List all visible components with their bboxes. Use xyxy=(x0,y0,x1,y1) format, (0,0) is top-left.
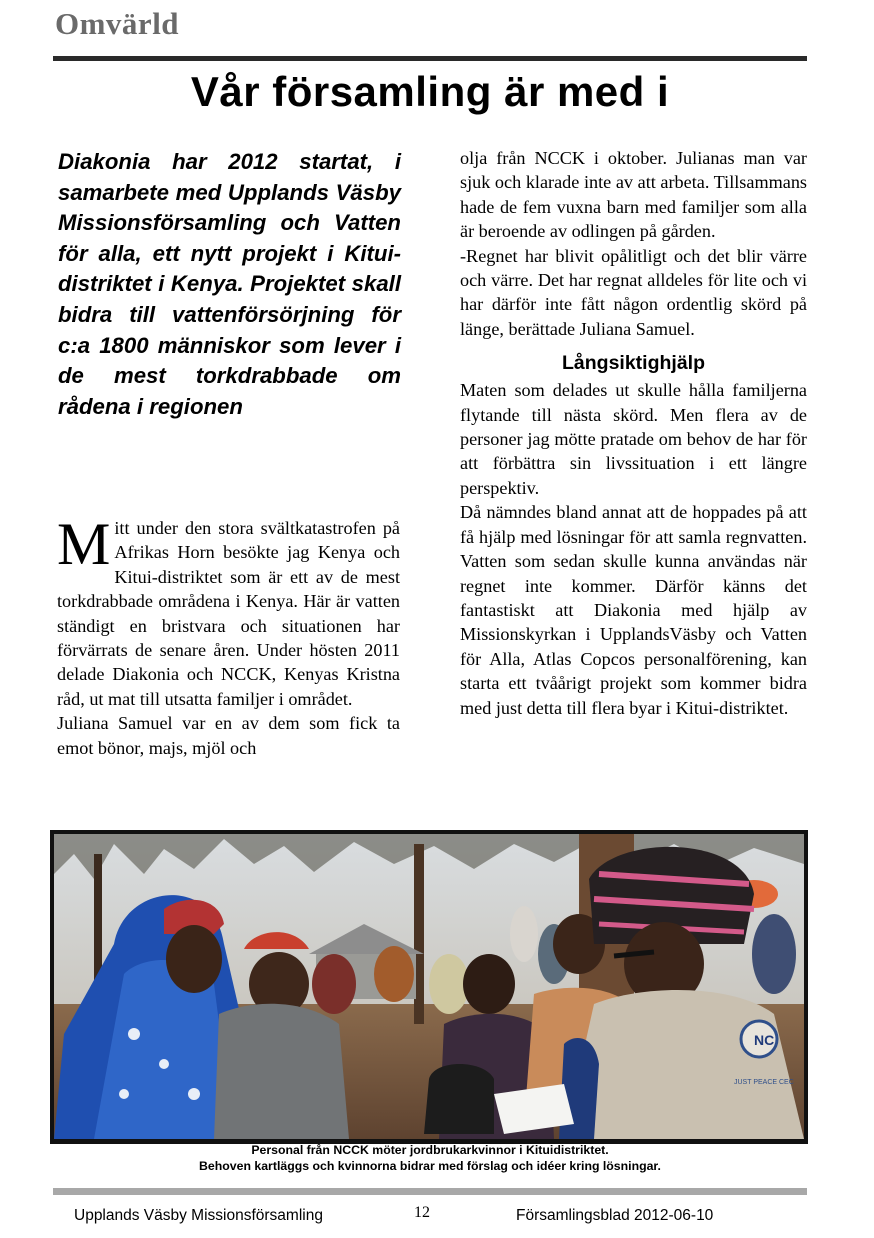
body-paragraph xyxy=(460,244,807,342)
paragraph-text: olja från NCCK i oktober. Julianas man var sjuk och klarade inte av att arbeta. Tillsammans hade de fem vuxna barn med familjer som alla är beroende av odlingen på gården. xyxy=(460,148,807,242)
body-paragraph xyxy=(460,500,807,720)
subheading: Långsiktighjälp xyxy=(561,352,705,375)
caption-line: Behoven kartläggs och kvinnorna bidrar med förslag och idéer kring lösningar. xyxy=(199,1158,661,1173)
body-paragraph xyxy=(57,711,400,760)
photo-caption xyxy=(53,1143,807,1174)
paragraph-text: Juliana Samuel var en av dem som fick ta emot bönor, majs, mjöl och xyxy=(57,713,400,758)
vest-text: JUST PEACE CEC xyxy=(734,1079,794,1086)
top-rule xyxy=(53,56,807,61)
paragraph-text: itt under den stora svältkatastrofen på Afrikas Horn besökte jag Kenya och Kitui-distriktet som är ett av de mest torkdrabbade områdena i Kenya. Här är vatten ständigt en bristvara och situationen har förvärrats de senare åren. Under hösten 2011 delade Diakonia och NCCK, Kenyas Kristna råd, ut mat till utsatta familjer i området. xyxy=(57,518,400,709)
page-number: 12 xyxy=(414,1204,430,1221)
bottom-rule xyxy=(53,1188,807,1195)
paragraph-text: Maten som delades ut skulle hålla familjerna flytande till nästa skörd. Men flera av de personer jag mötte pratade om behov de har för att förbättra sin livssituation i ett längre perspektiv. xyxy=(460,380,807,498)
body-paragraph xyxy=(57,511,400,711)
right-column xyxy=(460,146,807,720)
left-column xyxy=(57,511,400,760)
footer-publisher: Upplands Väsby Missionsförsamling xyxy=(74,1207,323,1224)
body-paragraph xyxy=(460,146,807,244)
article-ingress: Diakonia har 2012 startat, i samarbete med Upplands Väsby Missionsförsamling och Vatten för alla, ett nytt projekt i Kitui-distriktet i Kenya. Projektet skall bidra till vattenförsörjning för c:a 1800 människor som lever i de mest torkdrabbade om rådena i regionen xyxy=(58,149,401,419)
vest-logo: NC xyxy=(754,1032,775,1048)
caption-line: Personal från NCCK möter jordbrukarkvinnor i Kituidistriktet. xyxy=(251,1143,609,1157)
paragraph-text: Då nämndes bland annat att de hoppades på att få hjälp med lösningar för att samla regnvatten. Vatten som sedan skulle kunna användas när regnet inte kommer. Därför känns det fantastiskt att Diakonia med hjälp av Missionskyrkan i UpplandsVäsby och Vatten för Alla, Atlas Copcos personalförening, kan starta ett tvåårigt projekt som kommer bidra med just detta till flera byar i Kitui-distriktet. xyxy=(460,502,807,718)
article-headline: Vår församling är med i xyxy=(190,68,670,115)
drop-cap: M xyxy=(57,511,111,577)
article-photo xyxy=(54,834,804,1139)
body-paragraph xyxy=(460,378,807,500)
paragraph-text: -Regnet har blivit opålitligt och det blir värre och värre. Det har regnat alldeles för lite och vi har därför inte fått någon ordentlig skörd på länge, berättade Juliana Samuel. xyxy=(460,245,807,339)
section-label: Omvärld xyxy=(55,6,180,41)
photo-frame xyxy=(50,830,808,1144)
photo-illustration xyxy=(54,834,804,1139)
footer-issue: Församlingsblad 2012-06-10 xyxy=(516,1207,714,1224)
